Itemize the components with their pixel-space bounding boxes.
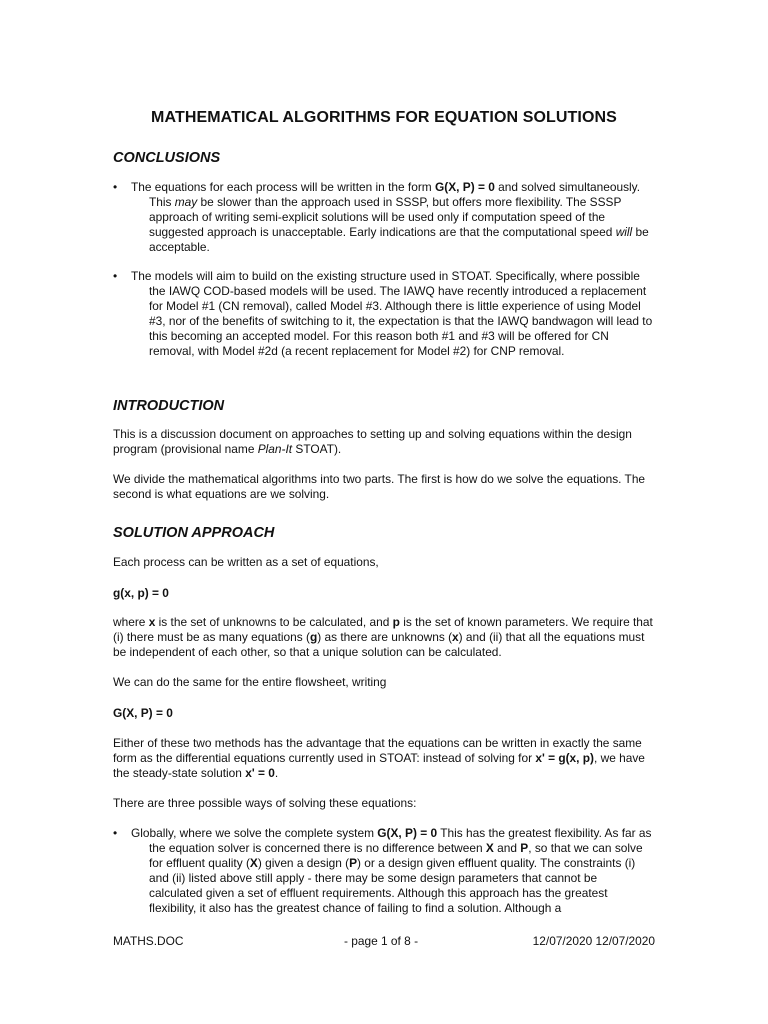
heading-introduction: INTRODUCTION: [113, 398, 225, 414]
bullet-icon: •: [113, 269, 118, 283]
footer-date: 12/07/2020 12/07/2020: [532, 934, 655, 948]
document-title: MATHEMATICAL ALGORITHMS FOR EQUATION SOLUTIONS: [151, 109, 617, 126]
intro-paragraph-1: This is a discussion document on approaches to setting up and solving equations within the design program (provisional name Plan-It STOAT).: [113, 427, 632, 456]
equation-uppercase: G(X, P) = 0: [113, 706, 173, 720]
solution-paragraph-5: There are three possible ways of solving these equations:: [113, 796, 417, 810]
footer-page-number: - page 1 of 8 -: [344, 934, 419, 948]
bullet-icon: •: [113, 826, 118, 840]
conclusions-bullet-2: • The models will aim to build on the existing structure used in STOAT. Specifically, where possible the IAWQ COD-based models will be used. The IAWQ have recently introduced a replacement for Model #1 (CN removal), called Model #3. Although there is little experience of using Model #3, nor of the benefits of switching to it, the expectation is that the IAWQ bandwagon will lead to this becoming an accepted model. For this reason both #1 and #3 will be offered for CN removal, with Model #2d (a recent replacement for Model #2) for CNP removal.: [113, 269, 653, 358]
solution-paragraph-2: where x is the set of unknowns to be calculated, and p is the set of known parameters. We require that (i) there must be as many equations (g) as there are unknowns (x) and (ii) that all the equations must be independent of each other, so that a unique solution can be calculated.: [113, 615, 653, 659]
footer-filename: MATHS.DOC: [113, 934, 184, 948]
solution-paragraph-1: Each process can be written as a set of equations,: [113, 555, 379, 569]
heading-solution-approach: SOLUTION APPROACH: [113, 525, 275, 541]
solution-paragraph-3: We can do the same for the entire flowsheet, writing: [113, 675, 387, 689]
solution-bullet-1: • Globally, where we solve the complete system G(X, P) = 0 This has the greatest flexibility. As far as the equation solver is concerned there is no difference between X and P, so that we can solve for effluent quality (X) given a design (P) or a design given effluent quality. The constraints (i) and (ii) listed above still apply - there may be some design parameters that cannot be calculated given a set of effluent requirements. Although this approach has the greatest flexibility, it also has the greatest chance of failing to find a solution. Although a: [113, 826, 652, 915]
heading-conclusions: CONCLUSIONS: [113, 150, 221, 166]
solution-paragraph-4: Either of these two methods has the advantage that the equations can be written in exactly the same form as the differential equations currently used in STOAT: instead of solving for x' = g(x, p), we have the steady-state solution x' = 0.: [113, 736, 645, 780]
conclusions-bullet-1: • The equations for each process will be written in the form G(X, P) = 0 and solved simultaneously. This may be slower than the approach used in SSSP, but offers more flexibility. The SSSP approach of writing semi-explicit solutions will be used only if computation speed of the suggested approach is unacceptable. Early indications are that the computational speed will be acceptable.: [113, 180, 649, 254]
bullet-icon: •: [113, 180, 118, 194]
equation-lowercase: g(x, p) = 0: [113, 586, 169, 600]
intro-paragraph-2: We divide the mathematical algorithms into two parts. The first is how do we solve the equations. The second is what equations are we solving.: [113, 472, 646, 501]
